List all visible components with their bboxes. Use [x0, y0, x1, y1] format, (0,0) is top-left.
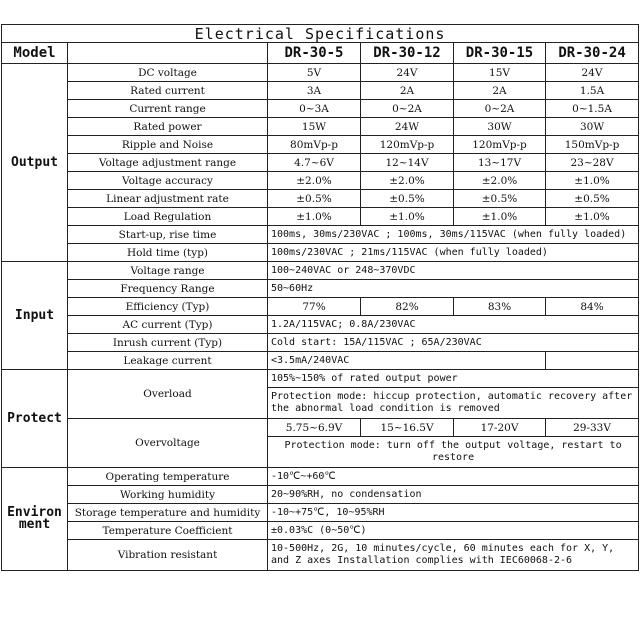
spec-value: 15V — [454, 64, 546, 82]
spec-item: Rated power — [68, 118, 268, 136]
spec-value: ±1.0% — [546, 172, 639, 190]
spec-value: ±2.0% — [361, 172, 454, 190]
spec-value: 24W — [361, 118, 454, 136]
spec-item: Vibration resistant — [68, 540, 268, 571]
spec-item: Start-up, rise time — [68, 226, 268, 244]
spec-value: 80mVp-p — [268, 136, 361, 154]
spec-value: Cold start: 15A/115VAC ; 65A/230VAC — [268, 334, 639, 352]
spec-item: Operating temperature — [68, 468, 268, 486]
spec-value: 29-33V — [546, 419, 639, 437]
spec-value: 120mVp-p — [361, 136, 454, 154]
spec-value: 83% — [454, 298, 546, 316]
spec-value: ±1.0% — [361, 208, 454, 226]
model-header: DR-30-5 — [268, 43, 361, 64]
spec-table — [1, 24, 639, 571]
spec-value: ±0.5% — [268, 190, 361, 208]
spec-item: Hold time (typ) — [68, 244, 268, 262]
spec-value: 100ms/230VAC ; 21ms/115VAC (when fully loaded) — [268, 244, 639, 262]
spec-item: Efficiency (Typ) — [68, 298, 268, 316]
spec-item: Current range — [68, 100, 268, 118]
empty-cell — [546, 352, 639, 370]
model-header: DR-30-15 — [454, 43, 546, 64]
spec-value: 20~90%RH, no condensation — [268, 486, 639, 504]
spec-value: ±1.0% — [268, 208, 361, 226]
environment-group-label: Environ ment — [2, 468, 68, 571]
spec-item: Linear adjustment rate — [68, 190, 268, 208]
spec-value: ±0.5% — [546, 190, 639, 208]
spec-value: 120mVp-p — [454, 136, 546, 154]
spec-value: 150mVp-p — [546, 136, 639, 154]
spec-value: 2A — [361, 82, 454, 100]
spec-value: ±0.5% — [454, 190, 546, 208]
spec-value: 10-500Hz, 2G, 10 minutes/cycle, 60 minutes each for X, Y, and Z axes Installation complies with IEC60068-2-6 — [268, 540, 639, 571]
spec-value: 3A — [268, 82, 361, 100]
spec-value: 15W — [268, 118, 361, 136]
spec-value: 100ms, 30ms/230VAC ; 100ms, 30ms/115VAC (when fully loaded) — [268, 226, 639, 244]
spec-value: 50~60Hz — [268, 280, 639, 298]
spec-value: 17-20V — [454, 419, 546, 437]
spec-item: Overload — [68, 370, 268, 419]
spec-value: 12~14V — [361, 154, 454, 172]
spec-value: 24V — [546, 64, 639, 82]
spec-value: 15~16.5V — [361, 419, 454, 437]
spec-value: 30W — [546, 118, 639, 136]
spec-value: 13~17V — [454, 154, 546, 172]
spec-value: ±0.03%C (0~50℃) — [268, 522, 639, 540]
spec-value: -10℃~+60℃ — [268, 468, 639, 486]
protect-group-label: Protect — [2, 370, 68, 468]
spec-value: -10~+75℃, 10~95%RH — [268, 504, 639, 522]
spec-item: Ripple and Noise — [68, 136, 268, 154]
spec-value: ±1.0% — [546, 208, 639, 226]
spec-item: Overvoltage — [68, 419, 268, 468]
spec-item: Voltage range — [68, 262, 268, 280]
spec-value: <3.5mA/240VAC — [268, 352, 546, 370]
spec-value: 23~28V — [546, 154, 639, 172]
spec-item: Rated current — [68, 82, 268, 100]
spec-item: Voltage adjustment range — [68, 154, 268, 172]
spec-value: 0~3A — [268, 100, 361, 118]
spec-value: ±0.5% — [361, 190, 454, 208]
spec-item: DC voltage — [68, 64, 268, 82]
spec-value: ±2.0% — [454, 172, 546, 190]
spec-value: 1.5A — [546, 82, 639, 100]
spec-value: 5V — [268, 64, 361, 82]
spec-value: Protection mode: hiccup protection, automatic recovery after the abnormal load condition is removed — [268, 388, 639, 419]
spec-value: ±2.0% — [268, 172, 361, 190]
model-label-spacer — [68, 43, 268, 64]
model-header: DR-30-12 — [361, 43, 454, 64]
spec-item: Storage temperature and humidity — [68, 504, 268, 522]
spec-value: 0~2A — [361, 100, 454, 118]
spec-value: 2A — [454, 82, 546, 100]
spec-item: Inrush current (Typ) — [68, 334, 268, 352]
spec-value: 5.75~6.9V — [268, 419, 361, 437]
model-header: DR-30-24 — [546, 43, 639, 64]
spec-item: Load Regulation — [68, 208, 268, 226]
spec-value: 77% — [268, 298, 361, 316]
spec-value: Protection mode: turn off the output voltage, restart to restore — [268, 437, 639, 468]
spec-item: Leakage current — [68, 352, 268, 370]
spec-value: 105%~150% of rated output power — [268, 370, 639, 388]
spec-value: 30W — [454, 118, 546, 136]
spec-value: 100~240VAC or 248~370VDC — [268, 262, 639, 280]
spec-item: Working humidity — [68, 486, 268, 504]
spec-item: Temperature Coefficient — [68, 522, 268, 540]
spec-item: Voltage accuracy — [68, 172, 268, 190]
spec-value: 4.7~6V — [268, 154, 361, 172]
input-group-label: Input — [2, 262, 68, 370]
spec-value: 0~2A — [454, 100, 546, 118]
spec-item: AC current (Typ) — [68, 316, 268, 334]
table-title: Electrical Specifications — [2, 25, 639, 43]
output-group-label: Output — [2, 64, 68, 262]
model-label: Model — [2, 43, 68, 64]
spec-value: 82% — [361, 298, 454, 316]
spec-value: 84% — [546, 298, 639, 316]
spec-value: 0~1.5A — [546, 100, 639, 118]
spec-value: ±1.0% — [454, 208, 546, 226]
spec-item: Frequency Range — [68, 280, 268, 298]
spec-value: 24V — [361, 64, 454, 82]
spec-value: 1.2A/115VAC; 0.8A/230VAC — [268, 316, 639, 334]
